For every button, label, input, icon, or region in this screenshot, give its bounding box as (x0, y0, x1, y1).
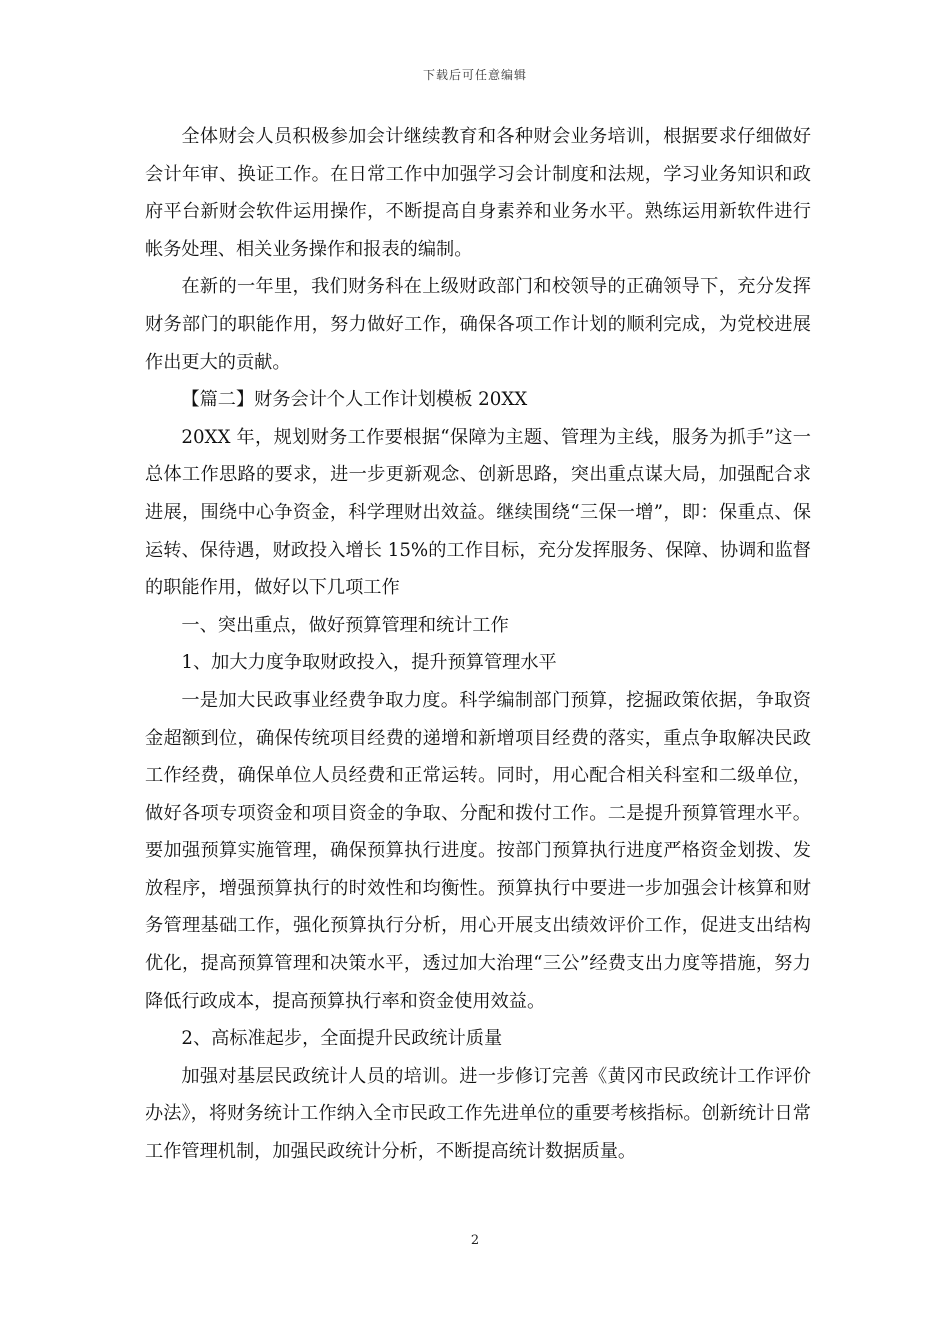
document-body (145, 118, 811, 1171)
paragraph-budget-management: 一是加大民政事业经费争取力度。科学编制部门预算，挖掘政策依据，争取资金超额到位，确保传统项目经费的递增和新增项目经费的落实，重点争取解决民政工作经费，确保单位人员经费和正常运转。同时，用心配合相关科室和二级单位，做好各项专项资金和项目资金的争取、分配和拨付工作。二是提升预算管理水平。要加强预算实施管理，确保预算执行进度。按部门预算执行进度严格资金划拨、发放程序，增强预算执行的时效性和均衡性。预算执行中要进一步加强会计核算和财务管理基础工作，强化预算执行分析，用心开展支出绩效评价工作，促进支出结构优化，提高预算管理和决策水平，透过加大治理“三公”经费支出力度等措施，努力降低行政成本，提高预算执行率和资金使用效益。 (145, 689, 811, 1012)
page-header-note: 下载后可任意编辑 (422, 68, 527, 82)
paragraph-statistics-training: 加强对基层民政统计人员的培训。进一步修订完善《黄冈市民政统计工作评价办法》，将财务统计工作纳入全市民政工作先进单位的重要考核指标。创新统计日常工作管理机制，加强民政统计分析，不断提高统计数据质量。 (145, 1065, 811, 1163)
heading-budget-statistics: 一、突出重点，做好预算管理和统计工作 (181, 614, 509, 636)
paragraph-plan-overview: 20XX 年，规划财务工作要根据“保障为主题、管理为主线，服务为抓手”这一总体工作思路的要求，进一步更新观念、创新思路，突出重点谋大局，加强配合求进展，围绕中心争资金，科学理财出效益。继续围绕“三保一增”，即：保重点、保运转、保待遇，财政投入增长 15%的工作目标，充分发挥服务、保障、协调和监督的职能作用，做好以下几项工作 (145, 426, 811, 599)
section-title-part-two: 【篇二】财务会计个人工作计划模板 20XX (181, 389, 528, 411)
paragraph-new-year: 在新的一年里，我们财务科在上级财政部门和校领导的正确领导下，充分发挥财务部门的职能作用，努力做好工作，确保各项工作计划的顺利完成，为党校进展作出更大的贡献。 (145, 276, 811, 373)
paragraph-training: 全体财会人员积极参加会计继续教育和各种财会业务培训，根据要求仔细做好会计年审、换证工作。在日常工作中加强学习会计制度和法规，学习业务知识和政府平台新财会软件运用操作，不断提高自身素养和业务水平。熟练运用新软件进行帐务处理、相关业务操作和报表的编制。 (145, 126, 811, 260)
subheading-statistics-quality: 2、高标准起步，全面提升民政统计质量 (181, 1028, 503, 1050)
subheading-fiscal-investment: 1、加大力度争取财政投入，提升预算管理水平 (181, 652, 557, 674)
page-number: 2 (470, 1233, 480, 1248)
